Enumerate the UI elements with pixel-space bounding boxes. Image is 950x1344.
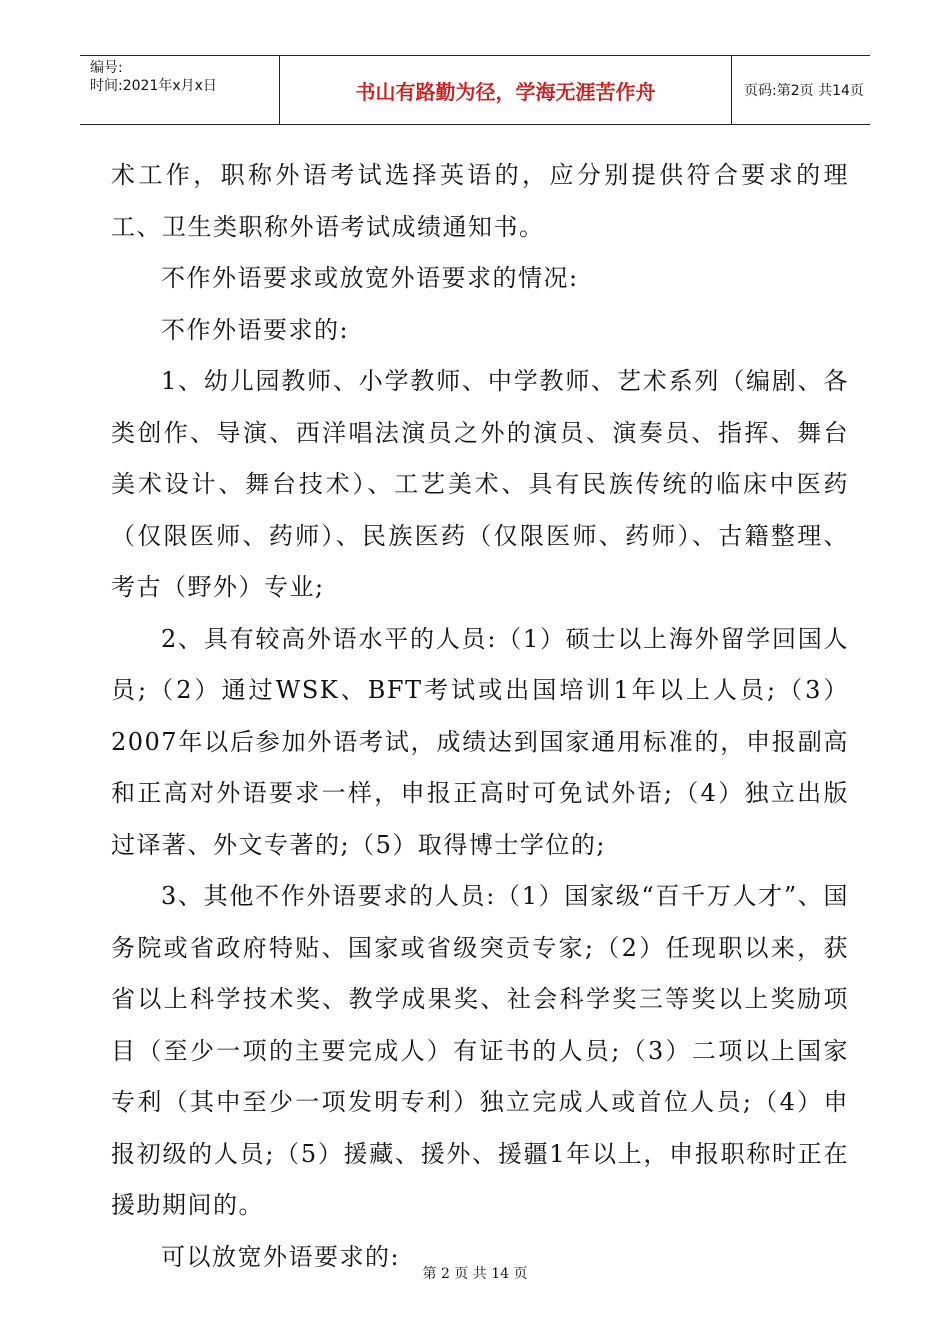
document-number-label: 编号: [90, 60, 123, 76]
paragraph: 可以放宽外语要求的: [161, 1242, 401, 1271]
page-header [80, 55, 870, 125]
header-page-info: 页码:第2页 共14页 [744, 83, 864, 99]
paragraph: 术工作，职称外语考试选择英语的，应分别提供符合要求的理工、卫生类职称外语考试成绩通知书。 [111, 161, 849, 241]
paragraph: 2、具有较高外语水平的人员:（1）硕士以上海外留学回国人员;（2）通过WSK、BFT考试或出国培训1年以上人员;（3）2007年以后参加外语考试，成绩达到国家通用标准的，申报副高和正高对外语要求一样，申报正高时可免试外语;（4）独立出版过译著、外文专著的;（5）取得博士学位的; [111, 624, 849, 859]
document-body [111, 150, 849, 1283]
header-motto: 书山有路勤为径，学海无涯苦作舟 [280, 56, 732, 124]
paragraph: 1、幼儿园教师、小学教师、中学教师、艺术系列（编剧、各类创作、导演、西洋唱法演员之外的演员、演奏员、指挥、舞台美术设计、舞台技术）、工艺美术、具有民族传统的临床中医药（仅限医师、药师）、民族医药（仅限医师、药师）、古籍整理、考古（野外）专业; [111, 367, 849, 601]
paragraph: 3、其他不作外语要求的人员:（1）国家级“百千万人才”、国务院或省政府特贴、国家或省级突贡专家;（2）任现职以来，获省以上科学技术奖、教学成果奖、社会科学奖三等奖以上奖励项目（至少一项的主要完成人）有证书的人员;（3）二项以上国家专利（其中至少一项发明专利）独立完成人或首位人员;（4）申报初级的人员;（5）援藏、援外、援疆1年以上，申报职称时正在援助期间的。 [111, 882, 849, 1219]
document-time-label: 时间:2021年x月x日 [90, 78, 217, 94]
paragraph: 不作外语要求或放宽外语要求的情况: [161, 264, 579, 292]
page-footer: 第 2 页 共 14 页 [422, 1266, 528, 1282]
header-meta [80, 56, 280, 124]
paragraph: 不作外语要求的: [161, 315, 350, 344]
